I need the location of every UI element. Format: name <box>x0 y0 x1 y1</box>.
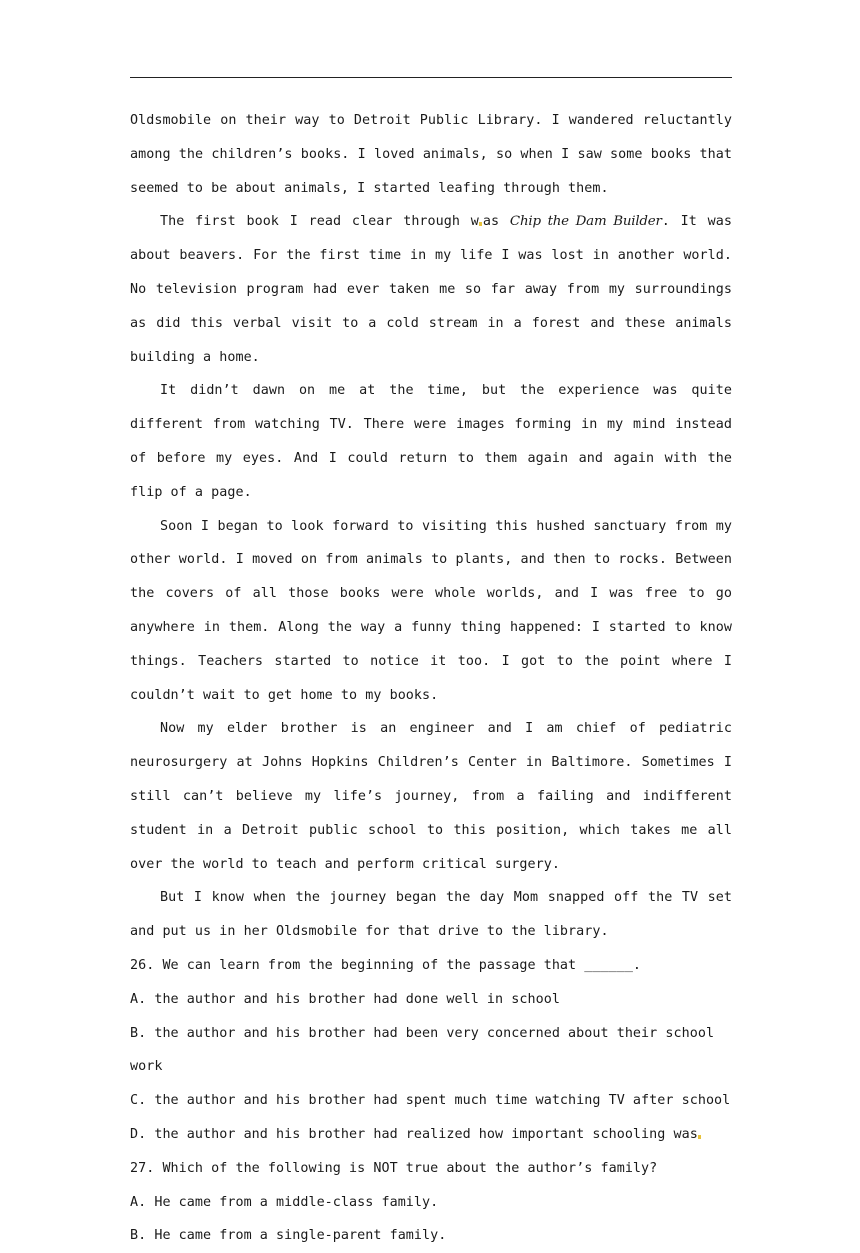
question-26-option-d <box>130 1118 732 1152</box>
option-d-text: D. the author and his brother had realized how important schooling was <box>130 1126 698 1142</box>
passage-paragraph-2: It didn’t dawn on me at the time, but the experience was quite different from watching TV. There were images forming in my mind instead of before my eyes. And I could return to them again and again with the flip of a page. <box>130 383 732 500</box>
passage-paragraph-1 <box>130 205 732 374</box>
question-26-stem: 26. We can learn from the beginning of the passage that ______. <box>130 957 642 973</box>
question-26-option-c: C. the author and his brother had spent much time watching TV after school <box>130 1093 731 1109</box>
question-26-option-b: B. the author and his brother had been very concerned about their school work <box>130 1025 715 1075</box>
question-27-stem: 27. Which of the following is NOT true about the author’s family? <box>130 1160 658 1176</box>
p1-text-start: The first book I read clear through w <box>160 214 479 230</box>
passage-paragraph-3: Soon I began to look forward to visiting this hushed sanctuary from my other world. I moved on from animals to plants, and then to rocks. Between the covers of all those books were whole worlds, and I was free to go anywhere in them. Along the way a funny thing happened: I started to know things. Teachers started to notice it too. I got to the point where I couldn’t wait to get home to my books. <box>130 518 732 703</box>
p1-text-as: as <box>482 214 510 230</box>
question-27-option-b: B. He came from a single-parent family. <box>130 1228 447 1244</box>
document-body <box>130 104 732 1253</box>
passage-paragraph-0: Oldsmobile on their way to Detroit Public Library. I wandered reluctantly among the children’s books. I loved animals, so when I saw some books that seemed to be about animals, I started leafing through them. <box>130 113 732 196</box>
question-26-option-a: A. the author and his brother had done well in school <box>130 991 560 1007</box>
header-rule <box>130 77 732 78</box>
p1-text-rest: . It was about beavers. For the first time in my life I was lost in another world. No television program had ever taken me so far away from my surroundings as did this verbal visit to a cold stream in a forest and these animals building a home. <box>130 214 732 365</box>
book-title: Chip the Dam Builder <box>509 214 662 230</box>
question-27-option-a: A. He came from a middle-class family. <box>130 1194 439 1210</box>
passage-paragraph-5: But I know when the journey began the day Mom snapped off the TV set and put us in her Oldsmobile for that drive to the library. <box>130 890 732 940</box>
passage-paragraph-4: Now my elder brother is an engineer and I am chief of pediatric neurosurgery at Johns Hopkins Children’s Center in Baltimore. Sometimes I still can’t believe my life’s journey, from a failing and indifferent student in a Detroit public school to this position, which takes me all over the world to teach and perform critical surgery. <box>130 721 732 872</box>
highlight-mark <box>698 1135 701 1139</box>
